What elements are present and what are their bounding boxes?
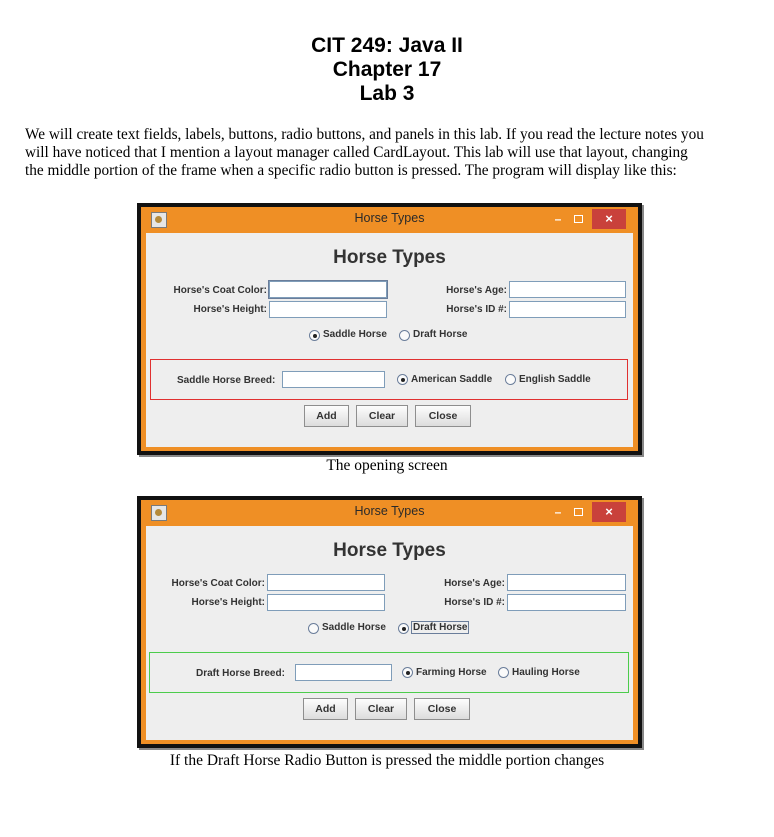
intro-line: will have noticed that I mention a layout manager called CardLayout. This lab will use that layout, changing — [25, 144, 688, 161]
draft-horse-radio[interactable] — [399, 330, 410, 341]
intro-line: the middle portion of the frame when a specific radio button is pressed. The program will display like this: — [25, 162, 677, 179]
coat-color-field[interactable] — [267, 574, 385, 591]
doc-title-course: CIT 249: Java II — [311, 34, 463, 57]
age-label: Horse's Age: — [446, 285, 507, 296]
age-field[interactable] — [507, 574, 626, 591]
minimize-button[interactable]: – — [554, 212, 562, 226]
saddle-breed-panel — [150, 359, 628, 400]
horse-types-window-saddle — [137, 203, 642, 455]
hauling-horse-radio[interactable] — [498, 667, 509, 678]
saddle-breed-field[interactable] — [282, 371, 385, 388]
intro-line: We will create text fields, labels, buttons, radio buttons, and panels in this lab. If you read the lecture notes you — [25, 126, 704, 143]
content-pane — [146, 526, 633, 740]
draft-horse-radio-label: Draft Horse — [413, 622, 468, 633]
id-label: Horse's ID #: — [446, 304, 507, 315]
horse-types-window-draft — [137, 496, 642, 748]
caption-opening-screen: The opening screen — [326, 457, 448, 474]
saddle-horse-radio-label: Saddle Horse — [322, 622, 386, 633]
window-title: Horse Types — [354, 504, 425, 518]
clear-button[interactable]: Clear — [355, 698, 407, 720]
draft-horse-radio-label: Draft Horse — [413, 329, 468, 340]
maximize-icon — [574, 508, 583, 516]
coat-color-label: Horse's Coat Color: — [173, 285, 267, 296]
farming-horse-label: Farming Horse — [416, 667, 487, 678]
maximize-button[interactable] — [569, 209, 587, 229]
maximize-button[interactable] — [569, 502, 587, 522]
intro-paragraph — [25, 126, 755, 180]
draft-breed-label: Draft Horse Breed: — [196, 668, 285, 679]
window-title: Horse Types — [354, 211, 425, 225]
close-window-button[interactable]: × — [592, 209, 626, 229]
id-label: Horse's ID #: — [444, 597, 505, 608]
american-saddle-radio[interactable] — [397, 374, 408, 385]
english-saddle-radio[interactable] — [505, 374, 516, 385]
age-field[interactable] — [509, 281, 626, 298]
draft-horse-radio[interactable] — [398, 623, 409, 634]
heading: Horse Types — [333, 247, 446, 268]
american-saddle-label: American Saddle — [411, 374, 493, 385]
saddle-breed-label: Saddle Horse Breed: — [177, 375, 276, 386]
coat-color-label: Horse's Coat Color: — [171, 578, 265, 589]
doc-title-chapter: Chapter 17 — [332, 58, 442, 81]
close-button[interactable]: Close — [414, 698, 470, 720]
title-bar[interactable] — [141, 500, 638, 526]
minimize-button[interactable]: – — [554, 505, 562, 519]
saddle-horse-radio-label: Saddle Horse — [323, 329, 387, 340]
close-window-button[interactable]: × — [592, 502, 626, 522]
height-field[interactable] — [269, 301, 387, 318]
doc-title-lab: Lab 3 — [359, 82, 415, 105]
english-saddle-label: English Saddle — [519, 374, 591, 385]
draft-breed-panel — [149, 652, 629, 693]
saddle-horse-radio[interactable] — [309, 330, 320, 341]
caption-draft-screen: If the Draft Horse Radio Button is pressed the middle portion changes — [169, 752, 605, 769]
coat-color-field[interactable] — [269, 281, 387, 298]
hauling-horse-label: Hauling Horse — [512, 667, 580, 678]
id-field[interactable] — [507, 594, 626, 611]
maximize-icon — [574, 215, 583, 223]
heading: Horse Types — [333, 540, 446, 561]
height-field[interactable] — [267, 594, 385, 611]
close-button[interactable]: Close — [415, 405, 471, 427]
saddle-horse-radio[interactable] — [308, 623, 319, 634]
draft-breed-field[interactable] — [295, 664, 392, 681]
add-button[interactable]: Add — [303, 698, 348, 720]
height-label: Horse's Height: — [191, 597, 265, 608]
add-button[interactable]: Add — [304, 405, 349, 427]
height-label: Horse's Height: — [193, 304, 267, 315]
content-pane — [146, 233, 633, 447]
title-bar[interactable] — [141, 207, 638, 233]
id-field[interactable] — [509, 301, 626, 318]
clear-button[interactable]: Clear — [356, 405, 408, 427]
age-label: Horse's Age: — [444, 578, 505, 589]
farming-horse-radio[interactable] — [402, 667, 413, 678]
